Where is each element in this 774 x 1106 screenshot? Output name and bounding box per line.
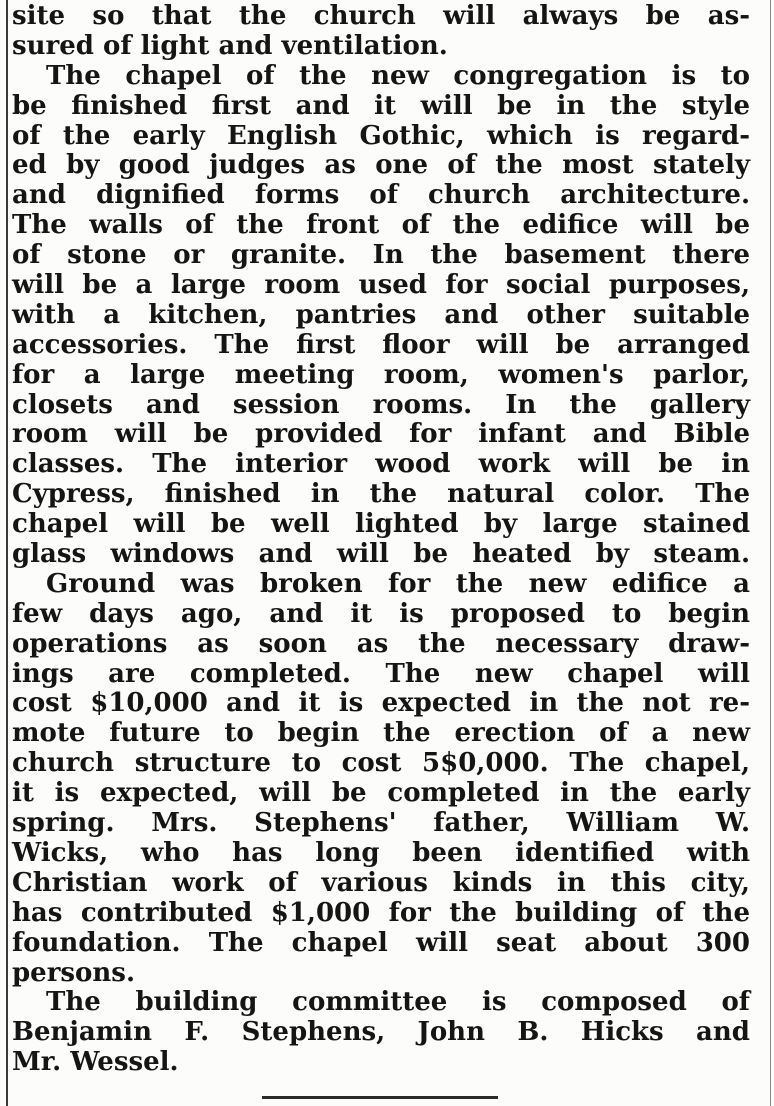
- text-line: site so that the church will always be as-: [12, 1, 750, 31]
- text-line: persons.: [12, 957, 135, 988]
- text-line: Benjamin F. Stephens, John B. Hicks and: [12, 1017, 750, 1048]
- text-line: chapel will be well lighted by large stained: [12, 509, 750, 540]
- text-line: classes. The interior wood work will be in: [12, 449, 750, 480]
- column-left-rule: [6, 0, 8, 1106]
- text-line: glass windows and will be heated by steam.: [12, 539, 750, 570]
- text-line: for a large meeting room, women's parlor,: [12, 359, 750, 390]
- text-line: mote future to begin the erection of a new: [12, 718, 750, 749]
- text-line: Cypress, finished in the natural color. The: [12, 479, 750, 510]
- text-line: cost $10,000 and it is expected in the not re-: [12, 688, 750, 719]
- text-line: church structure to cost 5$0,000. The chapel,: [12, 748, 750, 779]
- text-line: sured of light and ventilation.: [12, 30, 448, 61]
- text-line: will be a large room used for social purposes,: [12, 270, 750, 301]
- column-right-rule: [770, 0, 771, 1106]
- text-line: be finished first and it will be in the style: [12, 90, 750, 121]
- text-line: it is expected, will be completed in the early: [12, 778, 750, 809]
- text-line: foundation. The chapel will seat about 300: [12, 927, 750, 958]
- text-line: Ground was broken for the new edifice a: [46, 568, 750, 599]
- article-body: [12, 2, 750, 1078]
- text-line: accessories. The first floor will be arranged: [12, 329, 750, 360]
- text-line: ings are completed. The new chapel will: [12, 658, 750, 689]
- text-line: has contributed $1,000 for the building of the: [12, 897, 750, 928]
- paragraph-chapel-description: [12, 62, 750, 570]
- article-end-rule: [262, 1096, 498, 1099]
- text-line: few days ago, and it is proposed to begin: [12, 598, 750, 629]
- paragraph-building-committee: [12, 988, 750, 1078]
- text-line: Mr. Wessel.: [12, 1047, 179, 1078]
- text-line: and dignified forms of church architecture.: [12, 180, 750, 211]
- text-line: operations as soon as the necessary draw-: [12, 628, 750, 659]
- text-line: The building committee is composed of: [46, 987, 750, 1018]
- text-line: with a kitchen, pantries and other suitable: [12, 299, 750, 330]
- paragraph-ground-broken: [12, 570, 750, 988]
- text-line: spring. Mrs. Stephens' father, William W.: [12, 808, 750, 839]
- text-line: ed by good judges as one of the most stately: [12, 150, 750, 181]
- paragraph-continuation: [12, 2, 750, 62]
- text-line: The chapel of the new congregation is to: [46, 60, 750, 91]
- text-line: The walls of the front of the edifice will be: [12, 210, 750, 241]
- text-line: room will be provided for infant and Bible: [12, 419, 750, 450]
- text-line: of the early English Gothic, which is regard-: [12, 120, 750, 151]
- text-line: of stone or granite. In the basement there: [12, 240, 750, 271]
- text-line: Christian work of various kinds in this city,: [12, 867, 750, 898]
- text-line: closets and session rooms. In the gallery: [12, 389, 750, 420]
- text-line: Wicks, who has long been identified with: [12, 837, 750, 868]
